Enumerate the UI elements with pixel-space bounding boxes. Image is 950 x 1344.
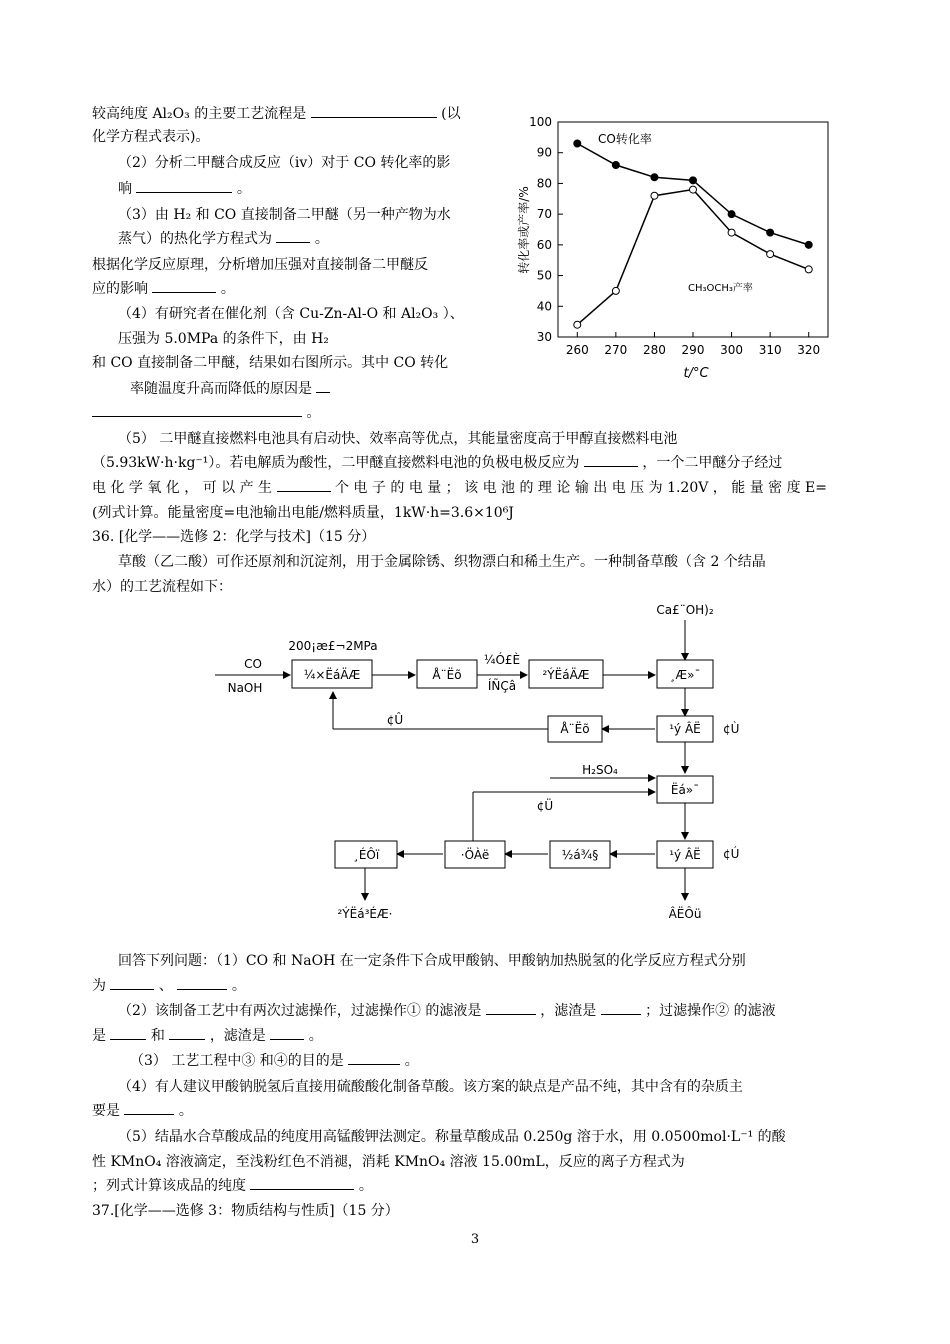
answer-blank [270, 1025, 304, 1040]
box-label: ¹ý ÂË [669, 722, 701, 736]
text-line [118, 1076, 743, 1098]
text: （2）该制备工艺中有两次过滤操作，过滤操作① 的滤液是 [118, 1003, 482, 1019]
text: 应的影响 [92, 281, 148, 297]
y-tick-label: 80 [536, 176, 552, 191]
text: 。 [220, 281, 235, 297]
input-naoh: NaOH [227, 681, 263, 695]
text: 和 CO 直接制备二甲醚，结果如右图所示。其中 CO 转化 [92, 355, 449, 371]
answer-blank [250, 1175, 354, 1190]
box-label: Å¨Ëõ [560, 722, 590, 736]
x-tick-label: 270 [604, 343, 628, 357]
text: 。 [306, 405, 321, 421]
text: 37.[化学——选修 3：物质结构与性质]（15 分） [92, 1203, 399, 1219]
y-tick-label: 70 [536, 207, 552, 222]
dme-yield-point [728, 229, 735, 236]
answer-blank [177, 975, 227, 990]
dme-yield-point [690, 186, 697, 193]
dme-yield-point [612, 287, 619, 294]
text: ，一个二甲醚分子经过 [642, 455, 783, 471]
y-tick-label: 100 [529, 115, 552, 129]
text-line [92, 452, 782, 474]
box-label: ¹ý ÂË [669, 848, 701, 862]
answer-blank [486, 1000, 536, 1015]
dme-yield-point [651, 192, 658, 199]
y-tick-label: 50 [536, 268, 552, 283]
answer-blank [92, 402, 302, 417]
co-conversion-point [767, 229, 774, 236]
condition-label: 200¡æ£¬2MPa [288, 639, 378, 653]
box-label: ½á¾§ [561, 848, 599, 862]
text-line [92, 975, 246, 997]
text-line [118, 152, 450, 174]
text: 为 [92, 978, 106, 994]
text: 、 [158, 978, 173, 994]
reagent-label: Ca£¨OH)₂ [656, 603, 714, 617]
text: （3） 工艺工程中③ 和④的目的是 [130, 1053, 344, 1069]
text: （5.93kW·h·kg⁻¹）。若电解质为酸性，二甲醚直接燃料电池的负极电极反应为 [92, 455, 580, 471]
text-line [118, 303, 464, 325]
text: 电 化 学 氧 化 ， 可 以 产 生 [92, 480, 273, 496]
text-line [118, 1000, 776, 1022]
text: 和 [150, 1028, 165, 1044]
text-line [118, 228, 329, 250]
text: 。 [308, 1028, 323, 1044]
plot-frame [558, 122, 828, 337]
answer-blank [124, 1100, 174, 1115]
x-tick-label: 300 [720, 343, 744, 357]
text: 响 [118, 181, 132, 197]
box-label: ¸Æ»¯ [669, 668, 701, 682]
text-line [130, 1050, 419, 1072]
text: (以 [441, 106, 461, 122]
text-line [118, 204, 451, 226]
text-line [92, 103, 461, 125]
box-label: ·ÖÀë [460, 848, 490, 862]
text: 。 [404, 1053, 419, 1069]
text-line [92, 1175, 373, 1197]
x-tick-label: 260 [565, 343, 589, 357]
text-line [118, 428, 677, 450]
x-tick-label: 310 [758, 343, 782, 357]
y-axis-label: 转化率或产率/% [517, 186, 531, 274]
text: 。 [358, 1178, 373, 1194]
text-line [118, 1126, 786, 1148]
output-label: ÂËÔü [668, 907, 702, 921]
text-line [118, 950, 746, 972]
text: 36. [化学——选修 2：化学与技术]（15 分） [92, 529, 376, 545]
text-line [92, 126, 209, 148]
dme-yield-point [767, 251, 774, 258]
text: 蒸气）的热化学方程式为 [118, 231, 272, 247]
section-header [92, 526, 375, 548]
text: 。 [178, 1103, 193, 1119]
text-line [118, 328, 329, 350]
text-line [118, 551, 766, 573]
input-co: CO [244, 657, 262, 671]
co-conversion-point [651, 174, 658, 181]
co-conversion-point [574, 140, 581, 147]
co-conversion-point [612, 162, 619, 169]
text: 回答下列问题：（1）CO 和 NaOH 在一定条件下合成甲酸钠、甲酸钠加热脱氢的化学反应方程式分别 [118, 953, 746, 969]
series-line [577, 144, 808, 245]
text: 水）的工艺流程如下： [92, 579, 232, 595]
text-line [92, 402, 320, 424]
text-line [92, 1100, 193, 1122]
answer-blank [584, 452, 638, 467]
text-line [92, 352, 448, 374]
box-label: ¼×ËáÄÆ [303, 668, 361, 682]
dme-yield-point [574, 321, 581, 328]
answer-blank [276, 228, 310, 243]
text: （4）有人建议甲酸钠脱氢后直接用硫酸酸化制备草酸。该方案的缺点是产品不纯，其中含有的杂质主 [118, 1079, 743, 1095]
legend-dme-yield: CH₃OCH₃产率 [688, 283, 753, 294]
answer-blank [152, 278, 216, 293]
co-conversion-point [805, 241, 812, 248]
text: 是 [92, 1028, 106, 1044]
y-tick-label: 40 [536, 299, 552, 314]
x-tick-label: 280 [642, 343, 666, 357]
text: 性 KMnO₄ 溶液滴定，至浅粉红色不消褪，消耗 KMnO₄ 溶液 15.00mL，反应的离子方程式为 [92, 1154, 685, 1170]
text: （5） 二甲醚直接燃料电池具有启动快、效率高等优点，其能量密度高于甲醇直接燃料电池 [118, 431, 678, 447]
text-line [92, 576, 232, 598]
reagent-label: H₂SO₄ [582, 763, 618, 777]
step-mark: ¢Û [386, 713, 404, 727]
text: （3）由 H₂ 和 CO 直接制备二甲醚（另一种产物为水 [118, 207, 451, 223]
text: 较高纯度 Al₂O₃ 的主要工艺流程是 [92, 106, 307, 122]
co-conversion-point [728, 211, 735, 218]
co-conversion-chart [510, 105, 850, 390]
page-number: 3 [470, 1232, 480, 1247]
answer-blank [277, 477, 331, 492]
answer-blank [601, 1000, 641, 1015]
text: ，滤渣是 [540, 1003, 597, 1019]
text: 个 电 子 的 电 量 ； 该 电 池 的 理 论 输 出 电 压 为 1.20V ， 能 量 密 度 E= [334, 480, 828, 496]
text: 率随温度升高而降低的原因是 [130, 381, 312, 397]
text: 化学方程式表示)。 [92, 129, 210, 145]
dme-yield-point [805, 266, 812, 273]
box-label: ²ÝËáÄÆ [542, 668, 590, 682]
text: (列式计算。能量密度=电池输出电能/燃料质量，1kW·h=3.6×10⁶J [92, 505, 514, 521]
text-line [130, 378, 330, 400]
text: （2）分析二甲醚合成反应（ⅳ）对于 CO 转化率的影 [118, 155, 451, 171]
text-line [92, 502, 514, 524]
process-flowchart [215, 600, 755, 930]
y-tick-label: 90 [536, 145, 552, 160]
text: 根据化学反应原理，分析增加压强对直接制备二甲醚反 [92, 257, 428, 273]
box-label: Å¨Ëõ [432, 668, 462, 682]
text: ；过滤操作② 的滤液 [645, 1003, 776, 1019]
x-tick-label: 290 [681, 343, 705, 357]
text: （5）结晶水合草酸成品的纯度用高锰酸钾法测定。称量草酸成品 0.250g 溶于水，用 0.0500mol·L⁻¹ 的酸 [118, 1129, 786, 1145]
output-label: ²ÝËá³ÉÆ· [337, 907, 393, 921]
section-header [92, 1200, 399, 1222]
step-mark: ¢Ú [723, 847, 740, 861]
answer-blank [136, 178, 232, 193]
text: 草酸（乙二酸）可作还原剂和沉淀剂，用于金属除锈、织物漂白和稀土生产。一种制备草酸（含 2 个结晶 [118, 554, 766, 570]
answer-blank [169, 1025, 205, 1040]
legend-co-conversion: CO转化率 [598, 132, 652, 146]
x-axis-label: t/°C [683, 366, 709, 381]
x-tick-label: 320 [797, 343, 821, 357]
text: 。 [231, 978, 246, 994]
text-line [92, 254, 428, 276]
y-tick-label: 60 [536, 237, 552, 252]
condition-label: ¼Ó£È [483, 653, 521, 667]
step-mark: ¢Ù [723, 722, 740, 736]
text: ，滤渣是 [209, 1028, 266, 1044]
answer-blank [311, 103, 437, 118]
box-label: Ëá»¯ [670, 783, 700, 797]
text: 。 [314, 231, 329, 247]
step-mark: ¢Ü [536, 799, 554, 813]
answer-blank [316, 378, 330, 393]
text: （4）有研究者在催化剂（含 Cu-Zn-Al-O 和 Al₂O₃ ）、 [118, 306, 464, 322]
condition-label: ÍÑÇâ [487, 679, 517, 693]
text-line [92, 1151, 685, 1173]
text-line [92, 278, 235, 300]
text-line [118, 178, 251, 200]
answer-blank [110, 975, 154, 990]
text-line [92, 1025, 323, 1047]
co-conversion-point [690, 177, 697, 184]
text: 。 [236, 181, 251, 197]
answer-blank [348, 1050, 400, 1065]
box-label: ¸ÉÔï [352, 848, 380, 862]
text: ；列式计算该成品的纯度 [92, 1178, 246, 1194]
text: 压强为 5.0MPa 的条件下，由 H₂ [118, 331, 329, 347]
y-tick-label: 30 [536, 330, 552, 344]
text-line [92, 477, 827, 499]
answer-blank [110, 1025, 146, 1040]
text: 要是 [92, 1103, 120, 1119]
series-line [577, 190, 808, 325]
